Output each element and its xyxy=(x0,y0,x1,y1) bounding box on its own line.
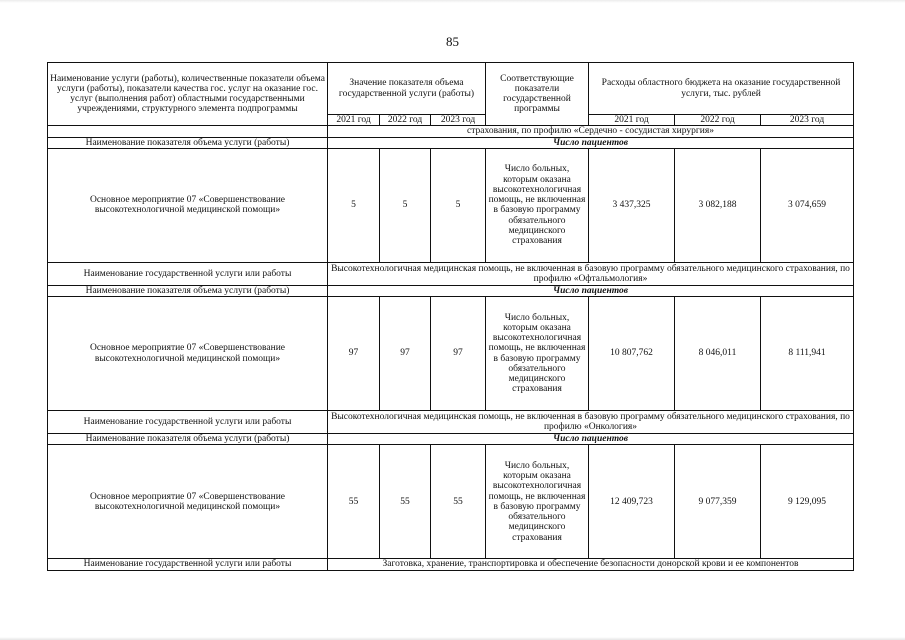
service-row xyxy=(48,411,854,434)
activity-row xyxy=(48,445,854,559)
program-indicator: Число больных, которым оказана высокотехнологичная помощь, не включенная в базовую программу обязательного медицинского страхования xyxy=(486,148,589,262)
indicator-value: Число пациентов xyxy=(328,285,854,296)
continuation-row xyxy=(48,126,854,137)
indicator-label: Наименование показателя объема услуги (работы) xyxy=(48,137,328,148)
budget-year-cell: 2023 год xyxy=(761,115,854,126)
activity-row xyxy=(48,148,854,262)
indicator-label: Наименование показателя объема услуги (работы) xyxy=(48,285,328,296)
indicator-row xyxy=(48,434,854,445)
budget-2022: 9 077,359 xyxy=(675,445,761,559)
indicator-row xyxy=(48,285,854,296)
header-program-indicators: Соответствующие показатели государственной программы xyxy=(486,63,589,126)
header-row xyxy=(48,63,854,115)
budget-table xyxy=(47,62,854,571)
budget-2022: 8 046,011 xyxy=(675,297,761,411)
volume-2023: 97 xyxy=(431,297,486,411)
volume-2022: 55 xyxy=(380,445,431,559)
header-budget-expenses: Расходы областного бюджета на оказание государственной услуги, тыс. рублей xyxy=(589,63,854,115)
volume-2023: 55 xyxy=(431,445,486,559)
indicator-value: Число пациентов xyxy=(328,137,854,148)
activity-row xyxy=(48,297,854,411)
year-cell: 2022 год xyxy=(380,115,431,126)
budget-year-cell: 2021 год xyxy=(589,115,675,126)
program-indicator: Число больных, которым оказана высокотехнологичная помощь, не включенная в базовую программу обязательного медицинского страхования xyxy=(486,297,589,411)
service-name: Высокотехнологичная медицинская помощь, не включенная в базовую программу обязательного медицинского страхования, по профилю «Офтальмология» xyxy=(328,262,854,285)
service-name: Высокотехнологичная медицинская помощь, не включенная в базовую программу обязательного медицинского страхования, по профилю «Онкология» xyxy=(328,411,854,434)
budget-2021: 12 409,723 xyxy=(589,445,675,559)
activity-name: Основное мероприятие 07 «Совершенствование высокотехнологичной медицинской помощи» xyxy=(48,148,328,262)
volume-2021: 97 xyxy=(328,297,380,411)
service-row xyxy=(48,262,854,285)
service-label: Наименование государственной услуги или работы xyxy=(48,262,328,285)
year-cell: 2021 год xyxy=(328,115,380,126)
volume-2023: 5 xyxy=(431,148,486,262)
service-name: Заготовка, хранение, транспортировка и обеспечение безопасности донорской крови и ее компонентов xyxy=(328,559,854,570)
volume-2021: 55 xyxy=(328,445,380,559)
service-continuation: страхования, по профилю «Сердечно - сосудистая хирургия» xyxy=(328,126,854,137)
header-service-name: Наименование услуги (работы), количественные показатели объема услуги (работы), показатели качества гос. услуг на оказание гос. услуг (выполнения работ) областными государственными учреждениями, структурного элемента подпрограммы xyxy=(48,63,328,126)
indicator-row xyxy=(48,137,854,148)
scan-top-edge xyxy=(0,0,905,3)
header-volume-value: Значение показателя объема государственной услуги (работы) xyxy=(328,63,486,115)
activity-name: Основное мероприятие 07 «Совершенствование высокотехнологичной медицинской помощи» xyxy=(48,297,328,411)
activity-name: Основное мероприятие 07 «Совершенствование высокотехнологичной медицинской помощи» xyxy=(48,445,328,559)
indicator-label: Наименование показателя объема услуги (работы) xyxy=(48,434,328,445)
program-indicator: Число больных, которым оказана высокотехнологичная помощь, не включенная в базовую программу обязательного медицинского страхования xyxy=(486,445,589,559)
budget-year-cell: 2022 год xyxy=(675,115,761,126)
service-label: Наименование государственной услуги или работы xyxy=(48,411,328,434)
service-label: Наименование государственной услуги или работы xyxy=(48,559,328,570)
budget-2023: 8 111,941 xyxy=(761,297,854,411)
volume-2021: 5 xyxy=(328,148,380,262)
budget-2022: 3 082,188 xyxy=(675,148,761,262)
empty-cell xyxy=(48,126,328,137)
year-cell: 2023 год xyxy=(431,115,486,126)
budget-2023: 9 129,095 xyxy=(761,445,854,559)
service-row xyxy=(48,559,854,570)
volume-2022: 97 xyxy=(380,297,431,411)
indicator-value: Число пациентов xyxy=(328,434,854,445)
budget-2021: 3 437,325 xyxy=(589,148,675,262)
budget-2021: 10 807,762 xyxy=(589,297,675,411)
page-number: 85 xyxy=(446,34,459,49)
budget-2023: 3 074,659 xyxy=(761,148,854,262)
volume-2022: 5 xyxy=(380,148,431,262)
